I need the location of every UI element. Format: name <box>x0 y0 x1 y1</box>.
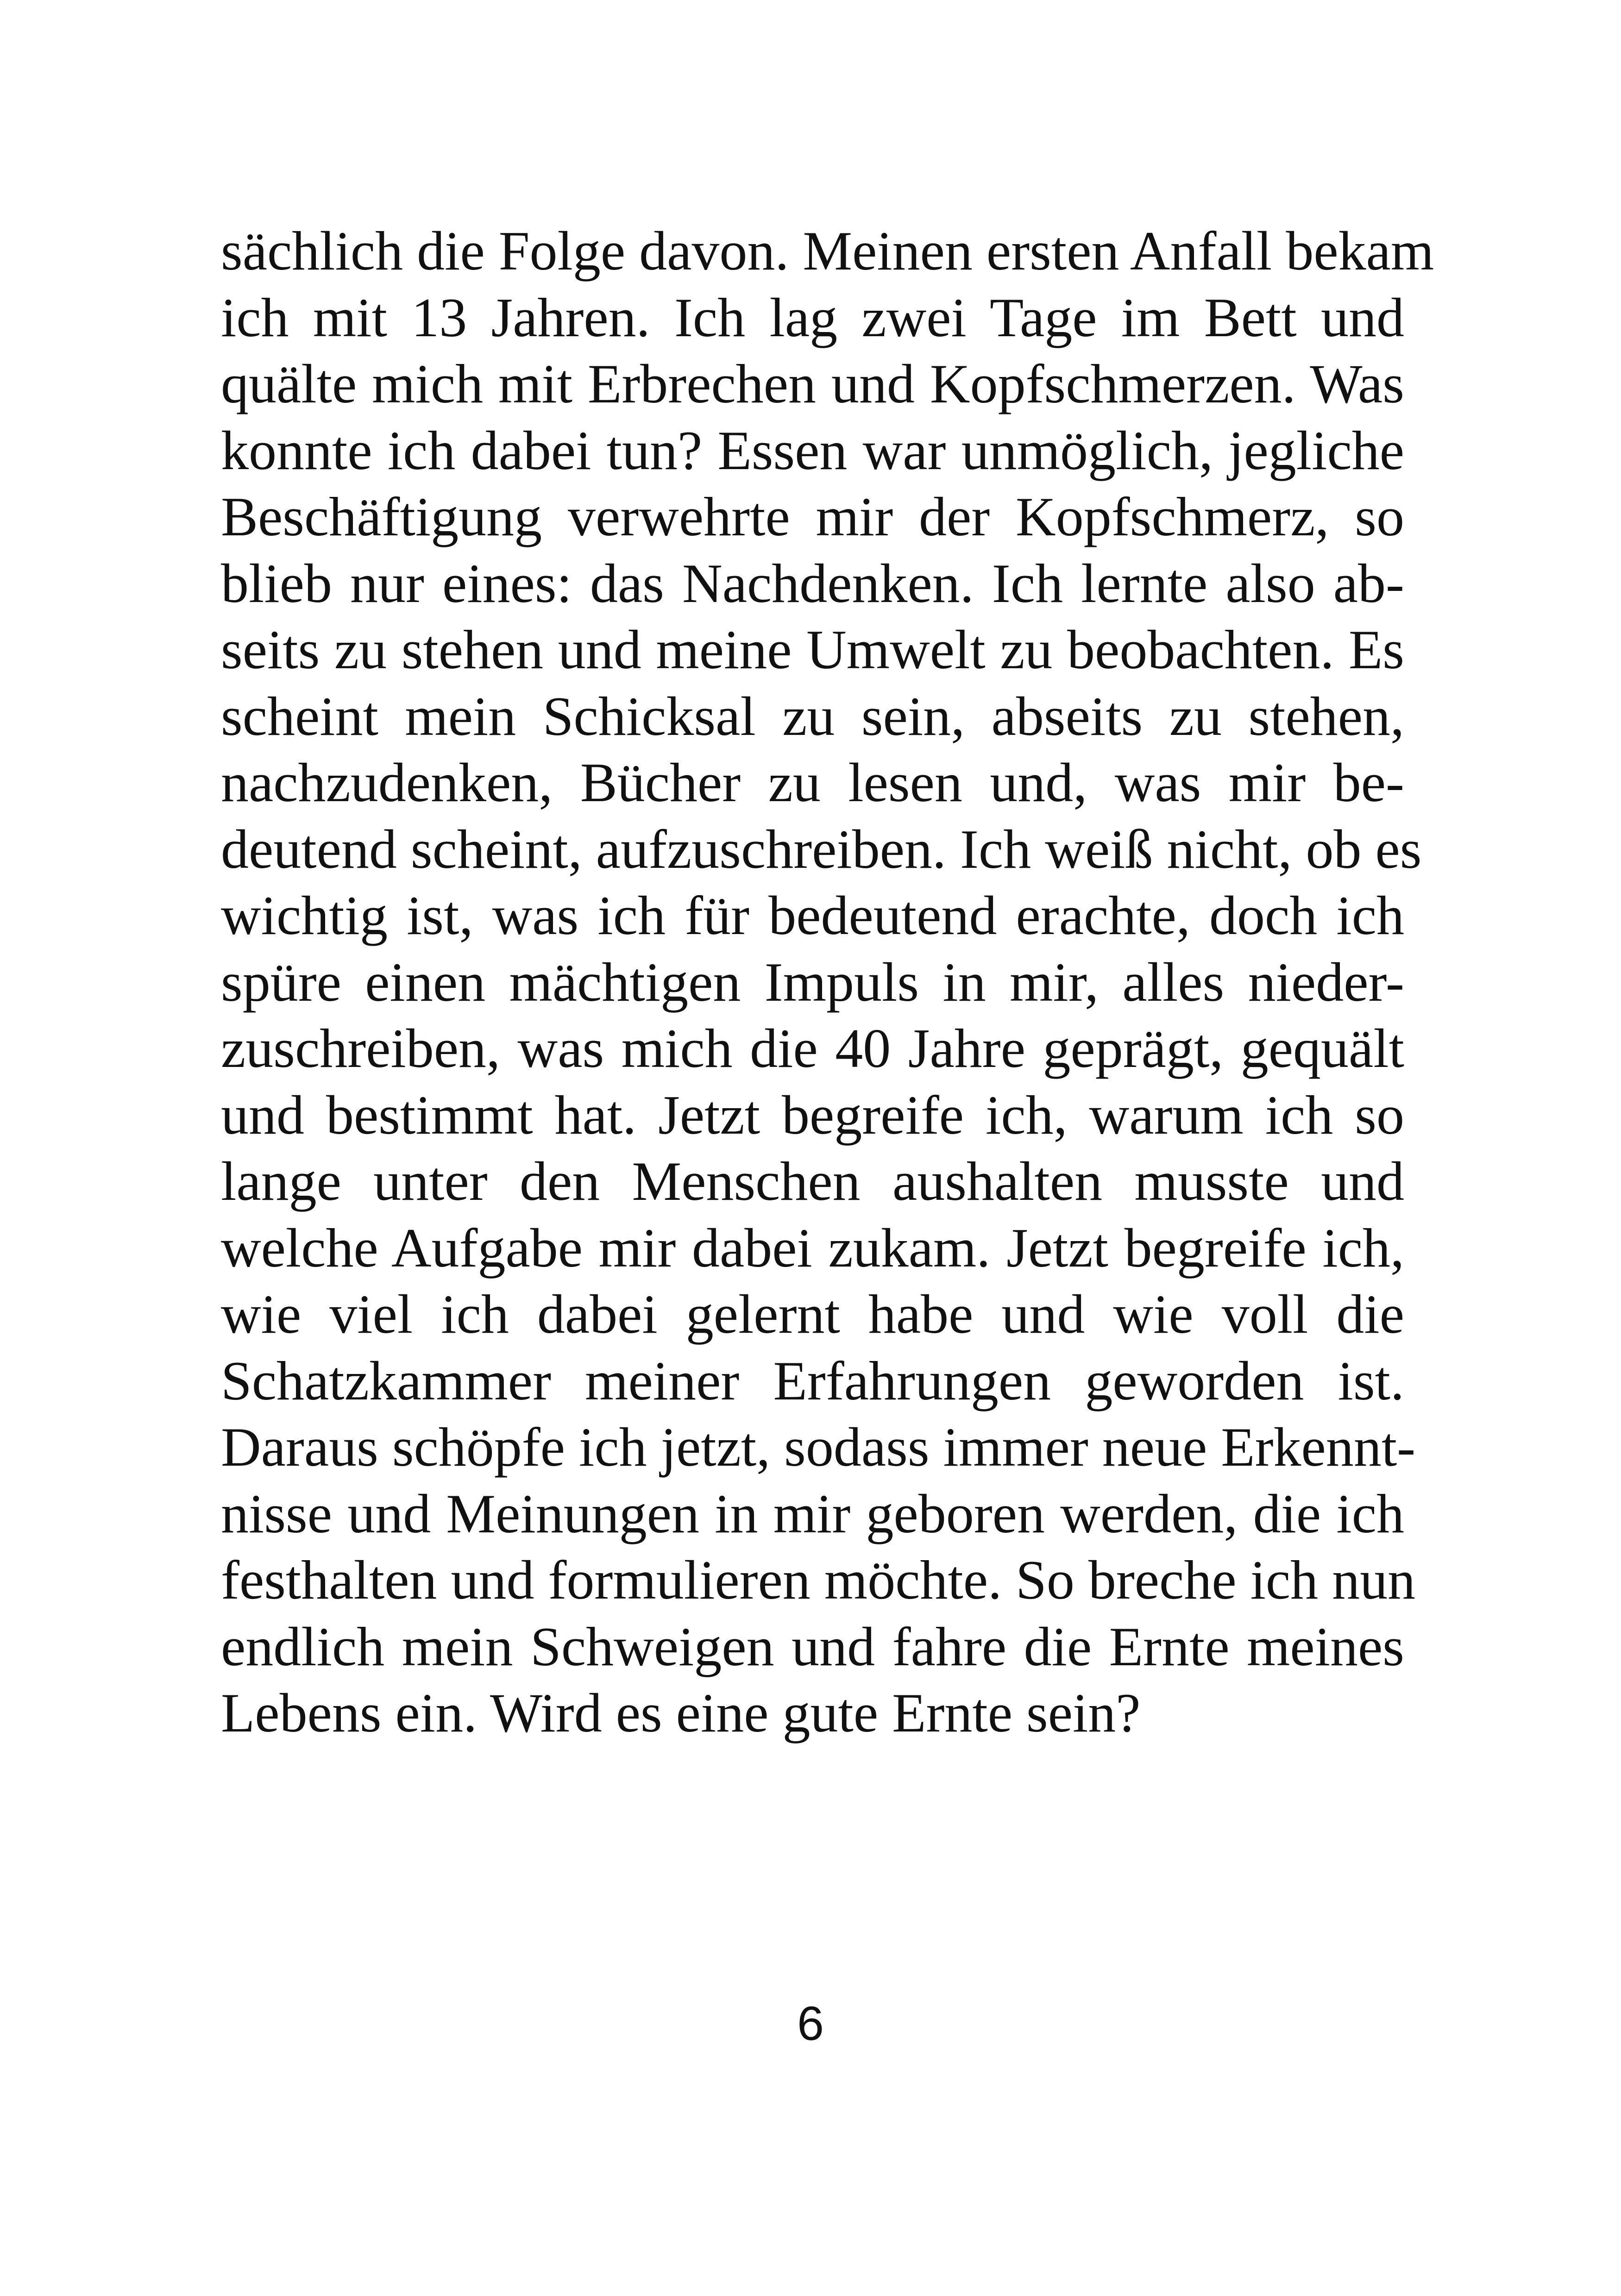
text-line: Schatzkammer meiner Erfahrungen geworden ist. <box>221 1349 1404 1411</box>
page-number: 6 <box>797 1997 824 2051</box>
text-line: scheint mein Schicksal zu sein, abseits zu stehen, <box>221 685 1404 747</box>
text-line: Lebens ein. Wird es eine gute Ernte sein? <box>221 1682 1141 1744</box>
text-line: festhalten und formulieren möchte. So breche ich nun <box>221 1549 1416 1611</box>
text-line: deutend scheint, aufzuschreiben. Ich weiß nicht, ob es <box>221 818 1422 880</box>
text-line: blieb nur eines: das Nachdenken. Ich lernte also ab- <box>221 552 1404 614</box>
text-line: lange unter den Menschen aushalten musste und <box>221 1150 1404 1212</box>
text-line: Beschäftigung verwehrte mir der Kopfschmerz, so <box>221 486 1404 547</box>
text-line: wichtig ist, was ich für bedeutend erachte, doch ich <box>221 885 1404 946</box>
text-line: ich mit 13 Jahren. Ich lag zwei Tage im Bett und <box>221 286 1404 348</box>
text-line: seits zu stehen und meine Umwelt zu beobachten. Es <box>221 619 1404 680</box>
text-line: spüre einen mächtigen Impuls in mir, alles nieder- <box>221 951 1404 1013</box>
text-line: konnte ich dabei tun? Essen war unmöglich, jegliche <box>221 419 1404 481</box>
text-line: nisse und Meinungen in mir geboren werden, die ich <box>221 1482 1404 1544</box>
text-line: sächlich die Folge davon. Meinen ersten Anfall bekam <box>221 220 1434 282</box>
text-line: nachzudenken, Bücher zu lesen und, was mir be- <box>221 752 1404 813</box>
text-line: wie viel ich dabei gelernt habe und wie voll die <box>221 1283 1404 1345</box>
body-text <box>221 218 1434 1746</box>
text-line: zuschreiben, was mich die 40 Jahre geprägt, gequält <box>221 1017 1404 1079</box>
text-line: quälte mich mit Erbrechen und Kopfschmerzen. Was <box>221 353 1404 414</box>
text-line: welche Aufgabe mir dabei zukam. Jetzt begreife ich, <box>221 1217 1404 1279</box>
text-line: endlich mein Schweigen und fahre die Ernte meines <box>221 1615 1404 1677</box>
text-line: und bestimmt hat. Jetzt begreife ich, warum ich so <box>221 1084 1404 1146</box>
text-line: Daraus schöpfe ich jetzt, sodass immer neue Erkennt- <box>221 1416 1416 1478</box>
